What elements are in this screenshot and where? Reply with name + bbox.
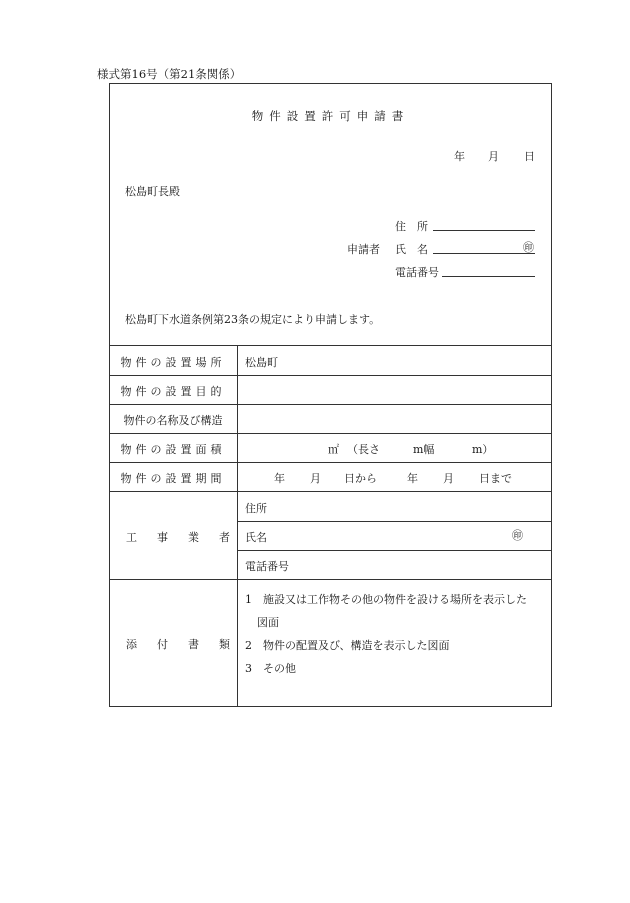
- row-divider: [109, 375, 552, 376]
- attachment-item: 図面: [257, 616, 279, 629]
- contractor-phone[interactable]: 電話番号: [245, 560, 289, 573]
- row-divider: [109, 462, 552, 463]
- purpose-value[interactable]: [245, 383, 545, 397]
- period-day-from: 日から: [344, 472, 377, 485]
- attachment-item: 2 物件の配置及び、構造を表示した図面: [245, 639, 450, 652]
- contractor-address[interactable]: 住所: [245, 502, 267, 515]
- location-value[interactable]: 松島町: [245, 356, 278, 369]
- period-year-to: 年: [407, 472, 418, 485]
- applicant-phone-field[interactable]: [442, 263, 535, 277]
- area-length-label: （長さ: [347, 443, 380, 456]
- form-number: 様式第16号（第21条関係）: [97, 67, 242, 81]
- area-width-label: m幅: [413, 443, 435, 456]
- row-divider: [109, 491, 552, 492]
- applicant-name-label: 氏 名: [395, 243, 428, 256]
- row-divider: [237, 521, 552, 522]
- attachments-label: 添付書類: [126, 638, 250, 651]
- row-divider: [109, 404, 552, 405]
- applicant-address-label: 住 所: [395, 220, 428, 233]
- seal-mark: ㊞: [523, 241, 534, 254]
- date-month: 月: [488, 150, 499, 163]
- period-day-to: 日まで: [479, 472, 512, 485]
- contractor-seal-mark: ㊞: [512, 529, 523, 542]
- column-divider: [237, 345, 238, 707]
- row-divider: [109, 433, 552, 434]
- area-unit: ㎡: [328, 443, 339, 456]
- contractor-name[interactable]: 氏名: [245, 531, 267, 544]
- document-title: 物件設置許可申請書: [251, 109, 410, 123]
- area-label: 物件の設置面積: [120, 443, 226, 456]
- period-month-to: 月: [443, 472, 454, 485]
- applicant-name-field[interactable]: [433, 240, 535, 254]
- period-year-from: 年: [274, 472, 285, 485]
- table-top-line: [109, 345, 552, 346]
- row-divider: [237, 550, 552, 551]
- name-structure-label: 物件の名称及び構造: [123, 414, 223, 427]
- date-year: 年: [454, 150, 465, 163]
- name-structure-value[interactable]: [245, 412, 545, 426]
- attachment-item: 3 その他: [245, 662, 296, 675]
- purpose-label: 物件の設置目的: [120, 385, 226, 398]
- date-day: 日: [524, 150, 535, 163]
- statement-text: 松島町下水道条例第23条の規定により申請します。: [125, 313, 381, 326]
- location-label: 物件の設置場所: [120, 356, 226, 369]
- addressee: 松島町長殿: [125, 185, 180, 198]
- contractor-label: 工事業者: [126, 531, 250, 544]
- period-label: 物件の設置期間: [120, 472, 226, 485]
- applicant-label: 申請者: [347, 243, 380, 256]
- applicant-address-field[interactable]: [433, 217, 535, 231]
- area-close: m）: [472, 443, 494, 456]
- row-divider: [109, 579, 552, 580]
- applicant-phone-label: 電話番号: [395, 266, 439, 279]
- attachment-item: 1 施設又は工作物その他の物件を設ける場所を表示した: [245, 593, 527, 606]
- period-month-from: 月: [310, 472, 321, 485]
